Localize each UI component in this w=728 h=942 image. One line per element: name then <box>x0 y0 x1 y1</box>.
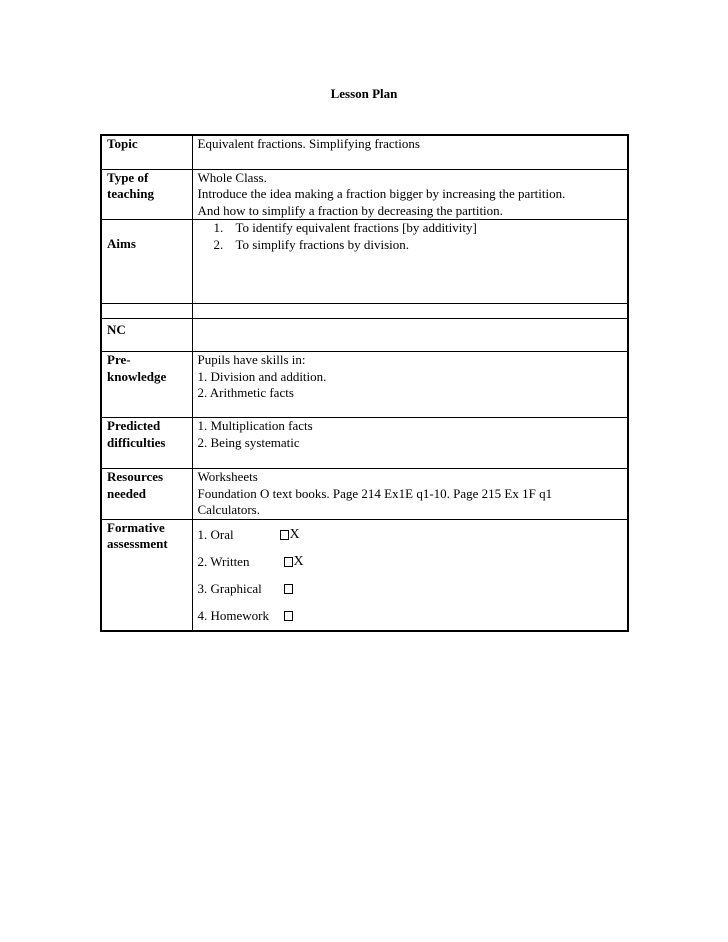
predicted-difficulties-line1: 1. Multiplication facts <box>197 418 313 433</box>
predicted-difficulties-label-line1: Predicted <box>107 418 161 433</box>
formative-assessment-content <box>192 519 628 631</box>
assessment-item-written <box>198 549 623 576</box>
predicted-difficulties-label <box>101 418 192 469</box>
spacer-row <box>101 304 628 319</box>
predicted-difficulties-row <box>101 418 628 469</box>
resources-needed-line2: Foundation O text books. Page 214 Ex1E q1-10. Page 215 Ex 1F q1 <box>197 485 553 501</box>
assessment-item-label: 2. Written <box>197 553 250 569</box>
type-of-teaching-label-line2: teaching <box>107 186 154 201</box>
assessment-item-homework <box>198 603 623 630</box>
aims-item: 1. To identify equivalent fractions [by additivity] <box>213 220 477 235</box>
type-of-teaching-content <box>192 169 628 220</box>
resources-needed-content <box>192 469 628 520</box>
aims-row <box>101 220 628 304</box>
check-mark: X <box>293 553 304 569</box>
predicted-difficulties-line2: 2. Being systematic <box>197 434 300 450</box>
aims-content <box>192 220 628 304</box>
lesson-plan-table <box>100 134 629 632</box>
assessment-item-label: 1. Oral <box>197 526 234 542</box>
formative-assessment-label <box>101 519 192 631</box>
topic-content: Equivalent fractions. Simplifying fractions <box>192 135 628 169</box>
written-checkbox[interactable] <box>284 557 293 567</box>
assessment-item-label: 3. Graphical <box>197 580 262 596</box>
aims-item: 2. To simplify fractions by division. <box>213 236 409 252</box>
type-of-teaching-line1: Whole Class. <box>197 169 267 185</box>
assessment-item-graphical <box>198 576 623 603</box>
formative-assessment-row <box>101 519 628 631</box>
type-of-teaching-row <box>101 169 628 220</box>
resources-needed-row <box>101 469 628 520</box>
nc-content <box>192 319 628 352</box>
pre-knowledge-line2: 1. Division and addition. <box>197 368 327 384</box>
topic-row <box>101 135 628 169</box>
resources-needed-label <box>101 469 192 520</box>
spacer-cell <box>101 304 192 319</box>
check-mark: X <box>289 526 300 542</box>
resources-needed-line1: Worksheets <box>197 469 258 484</box>
nc-label: NC <box>101 319 192 352</box>
pre-knowledge-label-line2: knowledge <box>107 368 167 384</box>
type-of-teaching-label <box>101 169 192 220</box>
homework-checkbox[interactable] <box>284 611 293 621</box>
formative-assessment-label-line1: Formative <box>107 519 165 535</box>
pre-knowledge-content <box>192 352 628 418</box>
nc-row <box>101 319 628 352</box>
assessment-item-oral <box>198 522 623 549</box>
predicted-difficulties-content <box>192 418 628 469</box>
pre-knowledge-label-line1: Pre- <box>107 352 131 367</box>
type-of-teaching-line3: And how to simplify a fraction by decreasing the partition. <box>197 202 503 218</box>
resources-needed-label-line1: Resources <box>107 469 164 484</box>
assessment-item-label: 4. Homework <box>197 607 269 623</box>
pre-knowledge-line3: 2. Arithmetic facts <box>197 385 294 400</box>
type-of-teaching-label-line1: Type of <box>107 169 149 185</box>
spacer-cell <box>192 304 628 319</box>
resources-needed-line3: Calculators. <box>197 502 260 517</box>
oral-checkbox[interactable] <box>280 530 289 540</box>
resources-needed-label-line2: needed <box>107 485 146 501</box>
pre-knowledge-label <box>101 352 192 418</box>
pre-knowledge-row <box>101 352 628 418</box>
graphical-checkbox[interactable] <box>284 584 293 594</box>
page-title: Lesson Plan <box>330 86 398 101</box>
formative-assessment-label-line2: assessment <box>107 536 168 551</box>
topic-label: Topic <box>101 135 192 169</box>
aims-label: Aims <box>101 220 192 304</box>
predicted-difficulties-label-line2: difficulties <box>107 434 166 450</box>
pre-knowledge-line1: Pupils have skills in: <box>197 352 306 367</box>
type-of-teaching-line2: Introduce the idea making a fraction bigger by increasing the partition. <box>197 186 566 201</box>
